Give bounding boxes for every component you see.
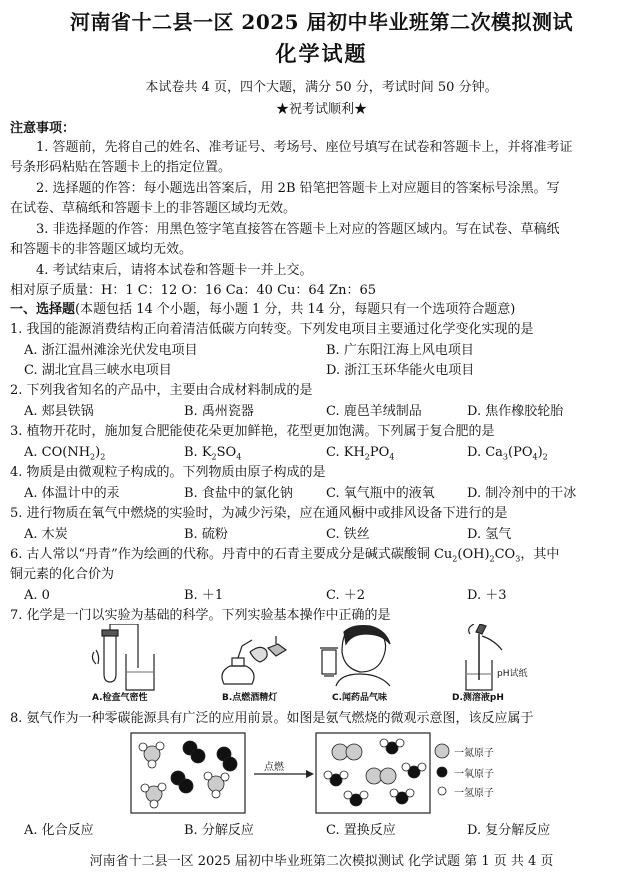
q3-c-part: PO — [369, 445, 390, 460]
q3-c-sub: 4 — [389, 452, 395, 462]
notes-heading: 注意事项： — [10, 121, 76, 136]
q3-option-a — [24, 445, 105, 466]
q6-sub: 3 — [515, 554, 521, 564]
hydrogen-atom-icon — [438, 787, 446, 795]
legend-oxygen: 一氧原子 — [454, 769, 494, 780]
q3-b-sub: 4 — [236, 452, 242, 462]
q3-d-part: (PO — [508, 445, 533, 460]
airtight-check-illustration — [92, 624, 154, 690]
q3-d-sub: 3 — [502, 452, 509, 462]
q6-stem-line-2: 铜元素的化合价为 — [10, 567, 115, 582]
q3-option-b — [184, 445, 241, 466]
q3-stem: 3. 植物开花时，施加复合肥能使花朵更加鲜艳，花型更加饱满。下列属于复合肥的是 — [10, 424, 495, 439]
q3-option-d — [467, 445, 548, 466]
oxygen-atom-icon — [437, 767, 447, 777]
q3-d-sub: 4 — [532, 452, 538, 462]
q1-option-d: D. 浙江玉环华能火电项目 — [326, 363, 475, 378]
q4-stem: 4. 物质是由微观粒子构成的。下列物质由原子构成的是 — [10, 465, 326, 480]
q5-option-b: B. 硫粉 — [184, 527, 228, 542]
q5-option-d: D. 氢气 — [467, 527, 512, 542]
q5-option-a: A. 木炭 — [24, 527, 68, 542]
q5-option-c: C. 铁丝 — [326, 527, 370, 542]
section-1-heading — [10, 302, 515, 318]
q6-sub: 2 — [489, 554, 495, 564]
q3-b-sub: 2 — [211, 452, 217, 462]
q3-c-part: C. KH — [326, 445, 365, 460]
note-3-line-2: 和答题卡的非答题区域均无效。 — [10, 242, 193, 257]
ph-paper-label: pH试纸 — [497, 669, 528, 679]
arrow-label-ignite: 点燃 — [264, 762, 284, 773]
note-4: 4. 考试结束后，请将本试卷和答题卡一并上交。 — [36, 263, 313, 278]
subject-title: 化学试题 — [275, 41, 368, 66]
q6-stem-part: (OH) — [457, 547, 490, 562]
exam-info: 本试卷共 4 页，四个大题，满分 50 分，考试时间 50 分钟。 — [145, 80, 498, 95]
reactants-box — [131, 733, 245, 813]
note-3-line-1: 3. 非选择题的作答：用黑色签字笔直接答在答题卡上对应的答题区域内。写在试卷、草稿纸 — [36, 222, 560, 237]
good-luck-text: ★祝考试顺利★ — [275, 102, 367, 117]
nitrogen-atom-icon — [435, 744, 449, 758]
page-footer: 河南省十二县一区 2025 届初中毕业班第二次模拟测试 化学试题 第 1 页 共 4 页 — [89, 854, 554, 869]
q4-option-b: B. 食盐中的氯化钠 — [184, 486, 293, 501]
q6-sub: 2 — [452, 554, 458, 564]
q6-stem-part: ，其中 — [520, 547, 560, 562]
atomic-mass-line: 相对原子质量：H：1 C：12 O：16 Ca：40 Cu：64 Zn：65 — [10, 283, 377, 298]
note-2-line-2: 在试卷、草稿纸和答题卡上的非答题区域均无效。 — [10, 201, 297, 216]
q2-option-a: A. 郏县铁锅 — [24, 404, 94, 419]
section-1-desc: (本题包括 14 个小题，每小题 1 分，共 14 分，每题只有一个选项符合题意) — [75, 302, 516, 317]
products-box — [316, 733, 430, 813]
q3-a-sub: 2 — [90, 452, 96, 462]
q8-option-a: A. 化合反应 — [24, 823, 94, 838]
q3-option-c — [326, 445, 394, 466]
q8-option-b: B. 分解反应 — [184, 823, 254, 838]
q1-stem: 1. 我国的能源消费结构正向着清洁低碳方向转变。下列发电项目主要通过化学变化实现的是 — [10, 322, 534, 337]
q8-stem: 8. 氨气作为一种零碳能源具有广泛的应用前景。如图是氨气燃烧的微观示意图，该反应属于 — [10, 711, 534, 726]
note-1-line-2: 号条形码粘贴在答题卡上的指定位置。 — [10, 160, 232, 175]
q5-stem: 5. 进行物质在氧气中燃烧的实验时，为减少污染，应在通风橱中或排风设备下进行的是 — [10, 506, 508, 521]
q1-option-a: A. 浙江温州滩涂光伏发电项目 — [24, 343, 198, 358]
atom-legend-icons — [432, 742, 452, 802]
q3-a-sub: 2 — [100, 452, 106, 462]
note-1-line-1: 1. 答题前，先将自己的姓名、准考证号、考场号、座位号填写在试卷和答题卡上，并将准考证 — [36, 140, 573, 155]
q7-stem: 7. 化学是一门以实验为基础的科学。下列实验基本操作中正确的是 — [10, 608, 391, 623]
q2-option-d: D. 焦作橡胶轮胎 — [467, 404, 564, 419]
q3-b-part: B. K — [184, 445, 212, 460]
q4-option-a: A. 体温计中的汞 — [24, 486, 120, 501]
q3-d-part: D. Ca — [467, 445, 503, 460]
q8-option-d: D. 复分解反应 — [467, 823, 551, 838]
q4-option-c: C. 氧气瓶中的液氧 — [326, 486, 435, 501]
q8-option-c: C. 置换反应 — [326, 823, 396, 838]
section-1-label: 一、选择题 — [10, 302, 76, 317]
legend-nitrogen: 一氮原子 — [454, 748, 494, 759]
q6-stem-part: 6. 古人常以“丹青”作为绘画的代称。丹青中的石青主要成分是碱式碳酸铜 Cu — [10, 547, 453, 562]
q7-caption-a: A.检查气密性 — [92, 693, 148, 703]
q3-c-sub: 2 — [364, 452, 370, 462]
exam-title: 河南省十二县一区 2025 届初中毕业班第二次模拟测试 — [69, 10, 574, 34]
ph-test-illustration — [466, 624, 502, 690]
q6-option-c: C. ＋2 — [326, 588, 366, 603]
q7-caption-d: D.测溶液pH — [452, 693, 504, 703]
q6-stem — [10, 547, 559, 568]
q2-option-b: B. 禹州瓷器 — [184, 404, 254, 419]
alcohol-lamp-illustration — [222, 636, 286, 684]
sniff-odor-illustration — [320, 626, 390, 686]
q6-option-b: B. ＋1 — [184, 588, 224, 603]
q8-reaction-diagram — [130, 732, 440, 814]
q6-option-d: D. ＋3 — [467, 588, 507, 603]
q3-d-sub: 2 — [542, 452, 548, 462]
q7-caption-b: B.点燃酒精灯 — [222, 693, 278, 703]
q6-option-a: A. 0 — [24, 588, 50, 603]
q3-a-part: A. CO(NH — [24, 445, 91, 460]
q2-stem: 2. 下列我省知名的产品中，主要由合成材料制成的是 — [10, 383, 313, 398]
q4-option-d: D. 制冷剂中的干冰 — [467, 486, 577, 501]
q2-option-c: C. 鹿邑羊绒制品 — [326, 404, 422, 419]
q3-a-part: ) — [95, 445, 101, 460]
q7-caption-c: C.闻药品气味 — [332, 693, 388, 703]
reaction-arrow — [254, 770, 314, 778]
q3-d-part: ) — [537, 445, 543, 460]
note-2-line-1: 2. 选择题的作答：每小题选出答案后，用 2B 铅笔把答题卡上对应题目的答案标号涂黑。写 — [36, 181, 560, 196]
q1-option-b: B. 广东阳江海上风电项目 — [326, 343, 474, 358]
q3-b-part: SO — [216, 445, 237, 460]
q6-stem-part: CO — [494, 547, 516, 562]
q1-option-c: C. 湖北宜昌三峡水电项目 — [24, 363, 172, 378]
legend-hydrogen: 一氢原子 — [454, 788, 494, 799]
